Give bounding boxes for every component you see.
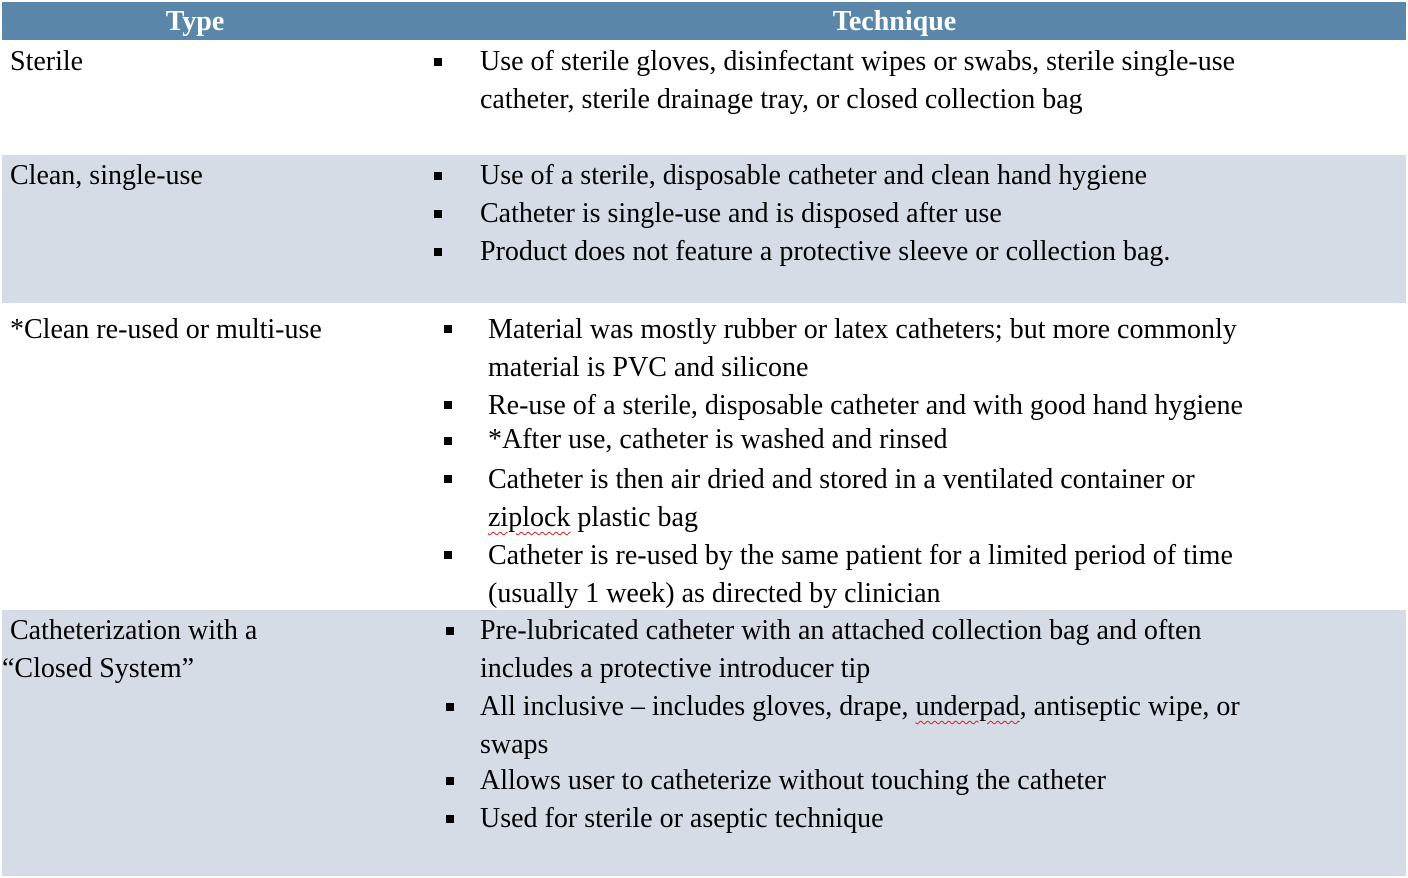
list-item-text: Material was mostly rubber or latex catheters; but more commonly material is PVC and silicone [488,314,1237,383]
list-item [480,800,1240,838]
list-item-text: Re-use of a sterile, disposable catheter and with good hand hygiene [488,390,1243,421]
bullet-square-icon [434,172,442,180]
table-row-clean-single-use [2,155,1406,303]
technique-list [480,612,1240,838]
list-item [488,423,1243,461]
header-type: Type [165,6,225,37]
bullet-square-icon [444,437,452,445]
type-cell [2,612,257,688]
bullet-square-icon [446,815,454,823]
bullet-square-icon [446,777,454,785]
type-line-2: “Closed System” [2,653,195,684]
list-item-text: Catheter is then air dried and stored in a ventilated container or ziplock plastic bag [488,464,1195,533]
list-item [480,612,1240,688]
list-item-text: Product does not feature a protective sleeve or collection bag. [480,236,1171,267]
spellcheck-squiggle: ziplock [488,502,571,533]
list-item-text: Use of a sterile, disposable catheter and clean hand hygiene [480,160,1148,191]
list-item [488,311,1243,387]
list-item-text: Catheter is single-use and is disposed after use [480,198,1002,229]
type-cell: Clean, single-use [10,160,203,191]
list-item-text: Used for sterile or aseptic technique [480,803,884,834]
list-item [488,387,1243,423]
list-item [480,233,1170,271]
list-item-text: All inclusive – includes gloves, drape, underpad, antiseptic wipe, or swaps [480,691,1240,760]
table-header [2,2,1406,40]
bullet-square-icon [444,551,452,559]
list-item-text: Catheter is re-used by the same patient for a limited period of time (usually 1 week) as directed by clinician [488,540,1233,609]
list-item [480,195,1170,233]
list-item-text: *After use, catheter is washed and rinsed [488,424,948,455]
technique-list [480,43,1235,119]
table-row-sterile [2,40,1406,152]
header-technique: Technique [832,6,957,37]
table-row-clean-reused [2,309,1406,608]
technique-list [480,157,1170,271]
list-item [480,688,1240,762]
bullet-square-icon [444,475,452,483]
bullet-square-icon [434,58,442,66]
list-item [480,157,1170,195]
technique-list [488,311,1243,613]
spellcheck-squiggle: underpad [915,691,1020,722]
type-cell: Sterile [10,46,84,77]
list-item-text: Use of sterile gloves, disinfectant wipes or swabs, sterile single-use catheter, sterile drainage tray, or closed collection bag [480,46,1236,115]
bullet-square-icon [446,703,454,711]
list-item [488,461,1243,537]
bullet-square-icon [444,401,452,409]
bullet-square-icon [434,248,442,256]
bullet-square-icon [444,325,452,333]
list-item [488,537,1243,613]
table-row-closed-system [2,610,1406,876]
list-item-text: Allows user to catheterize without touching the catheter [480,765,1106,796]
list-item [480,43,1235,119]
bullet-square-icon [446,627,454,635]
list-item-text: Pre-lubricated catheter with an attached collection bag and often includes a protective introducer tip [480,615,1202,684]
type-line-1: Catheterization with a [10,615,258,646]
bullet-square-icon [434,210,442,218]
list-item [480,762,1240,800]
type-cell: *Clean re-used or multi-use [10,314,322,345]
